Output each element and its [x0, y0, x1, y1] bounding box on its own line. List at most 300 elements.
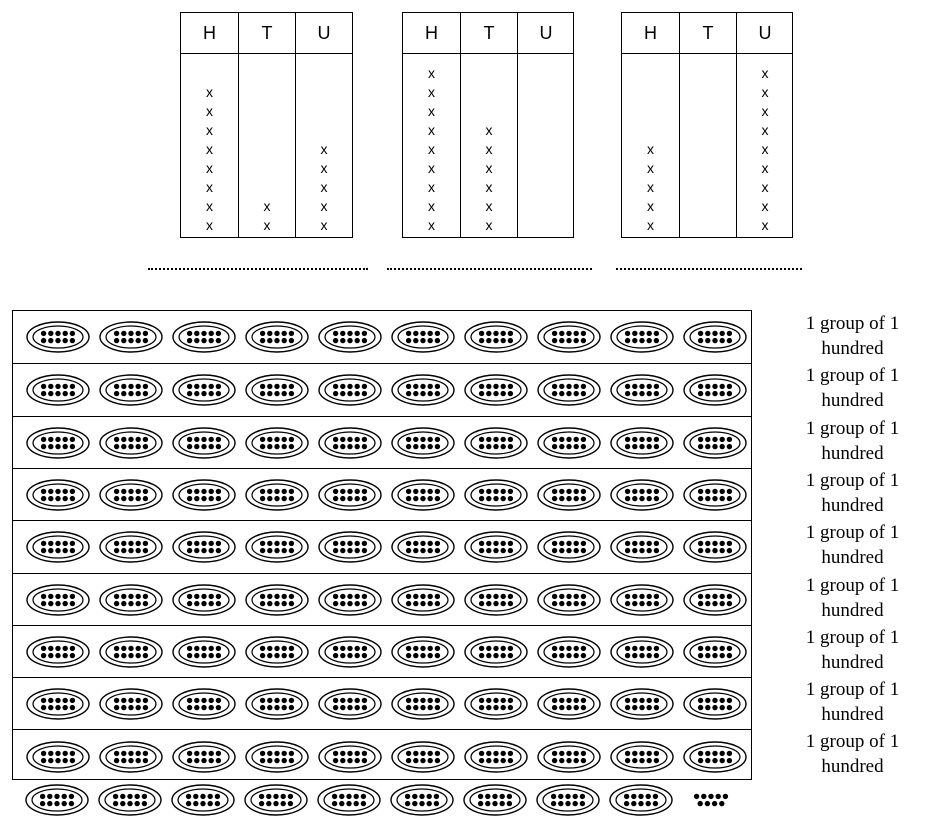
dot: [70, 593, 75, 598]
dot: [435, 601, 440, 606]
group-of-ten-oval: [536, 634, 602, 670]
group-of-ten-oval: [171, 634, 237, 670]
dot: [41, 548, 46, 553]
dot: [479, 698, 484, 703]
dot: [48, 384, 53, 389]
group-of-ten-oval: [463, 582, 529, 618]
group-of-ten-oval: [463, 529, 529, 565]
dot: [486, 705, 491, 710]
dot: [70, 541, 75, 546]
dot: [41, 338, 46, 343]
dot: [260, 548, 265, 553]
dot: [355, 705, 360, 710]
dot: [282, 496, 287, 501]
dot: [282, 653, 287, 658]
dot: [41, 705, 46, 710]
group-of-ten-oval: [171, 582, 237, 618]
dot: [698, 593, 703, 598]
dot: [574, 541, 579, 546]
dot: [128, 653, 133, 658]
dot: [216, 541, 221, 546]
dot: [479, 653, 484, 658]
dot: [333, 593, 338, 598]
dot: [143, 653, 148, 658]
group-of-ten-oval: [535, 782, 601, 818]
dot: [41, 646, 46, 651]
dot: [727, 496, 732, 501]
dot: [552, 646, 557, 651]
dot: [654, 489, 659, 494]
dot: [705, 338, 710, 343]
dot: [55, 705, 60, 710]
dot: [114, 541, 119, 546]
dot: [55, 750, 60, 755]
dot: [288, 801, 293, 806]
dot: [435, 593, 440, 598]
dot: [727, 757, 732, 762]
row-label-line-1: 1 group of 1: [805, 522, 900, 544]
dot: [136, 496, 141, 501]
row-label-line-2: hundred: [821, 651, 884, 673]
dot: [712, 489, 717, 494]
dot: [136, 548, 141, 553]
dot: [55, 391, 60, 396]
dot: [406, 541, 411, 546]
dot: [559, 496, 564, 501]
x-mark: x: [206, 198, 213, 214]
dot: [274, 384, 279, 389]
dot: [565, 801, 570, 806]
dot: [413, 541, 418, 546]
dot: [260, 496, 265, 501]
dot: [565, 794, 570, 799]
dot: [121, 391, 126, 396]
x-mark: x: [206, 141, 213, 157]
dot: [406, 750, 411, 755]
row-label-line-1: 1 group of 1: [805, 679, 900, 701]
dot: [340, 384, 345, 389]
dot: [267, 444, 272, 449]
dot: [720, 653, 725, 658]
dot: [647, 436, 652, 441]
dot: [712, 705, 717, 710]
x-mark: x: [647, 141, 654, 157]
dot: [508, 601, 513, 606]
dot: [705, 757, 710, 762]
dot: [406, 601, 411, 606]
dot: [128, 541, 133, 546]
group-of-ten-oval: [171, 425, 237, 461]
dot: [654, 750, 659, 755]
answer-line-2[interactable]: [387, 264, 592, 270]
dot: [712, 801, 717, 806]
dot: [362, 593, 367, 598]
dot: [413, 436, 418, 441]
dot: [41, 541, 46, 546]
dot: [216, 384, 221, 389]
dot: [573, 801, 578, 806]
dot: [362, 698, 367, 703]
dot: [479, 338, 484, 343]
dot: [727, 750, 732, 755]
dot: [114, 489, 119, 494]
dot: [340, 338, 345, 343]
dot: [486, 757, 491, 762]
dot: [413, 548, 418, 553]
answer-line-3[interactable]: [616, 264, 802, 270]
group-of-ten-oval: [317, 319, 383, 355]
group-of-ten-oval: [463, 739, 529, 775]
dot: [720, 705, 725, 710]
dot: [273, 794, 278, 799]
dot: [501, 384, 506, 389]
dot: [41, 593, 46, 598]
dot: [55, 489, 60, 494]
dot: [127, 801, 132, 806]
dot: [625, 444, 630, 449]
dot: [121, 646, 126, 651]
dot: [347, 331, 352, 336]
dot: [260, 601, 265, 606]
dot: [428, 646, 433, 651]
dot: [639, 489, 644, 494]
dot: [406, 653, 411, 658]
dot: [274, 444, 279, 449]
dot: [333, 757, 338, 762]
row-label-line-1: 1 group of 1: [805, 313, 900, 334]
place-value-table-3: [621, 12, 793, 238]
dot: [143, 391, 148, 396]
dot: [47, 794, 52, 799]
dot: [428, 391, 433, 396]
dot: [362, 653, 367, 658]
dot: [654, 548, 659, 553]
dot: [136, 384, 141, 389]
dot: [209, 698, 214, 703]
dot: [282, 646, 287, 651]
dot: [259, 801, 264, 806]
dot: [493, 653, 498, 658]
dot: [274, 653, 279, 658]
dot: [362, 384, 367, 389]
x-mark: x: [428, 122, 435, 138]
dot: [114, 653, 119, 658]
dot: [187, 646, 192, 651]
dot: [486, 698, 491, 703]
dot: [70, 391, 75, 396]
dot: [201, 496, 206, 501]
dot: [492, 801, 497, 806]
dot: [566, 698, 571, 703]
row-label: [785, 573, 920, 623]
x-mark: x: [761, 84, 769, 100]
dot: [48, 593, 53, 598]
group-of-ten-oval: [609, 372, 675, 408]
dot: [493, 496, 498, 501]
dot: [501, 331, 506, 336]
dot: [216, 750, 221, 755]
dot: [63, 750, 68, 755]
dot: [574, 750, 579, 755]
dot: [362, 646, 367, 651]
row-label: [785, 625, 920, 675]
group-of-ten-oval: [682, 477, 748, 513]
dot: [501, 698, 506, 703]
dot: [566, 541, 571, 546]
dot: [507, 801, 512, 806]
dot: [267, 601, 272, 606]
dot: [267, 548, 272, 553]
dot: [41, 601, 46, 606]
hundreds-header: H: [425, 23, 438, 43]
dot: [55, 384, 60, 389]
dot: [574, 391, 579, 396]
dot: [260, 391, 265, 396]
x-mark: x: [206, 84, 213, 100]
dot: [55, 757, 60, 762]
dot: [267, 705, 272, 710]
dot: [201, 541, 206, 546]
dot: [566, 750, 571, 755]
dot: [63, 436, 68, 441]
row-label-line-2: hundred: [821, 494, 884, 516]
dot: [216, 489, 221, 494]
dot: [501, 601, 506, 606]
x-mark: x: [761, 217, 769, 233]
place-value-table-2: [402, 12, 574, 238]
dot: [136, 653, 141, 658]
dot: [260, 489, 265, 494]
dot: [340, 489, 345, 494]
group-of-ten-oval: [98, 372, 164, 408]
group-of-ten-oval: [171, 686, 237, 722]
group-of-ten-oval: [317, 686, 383, 722]
hundred-row: [13, 677, 751, 730]
dot: [70, 338, 75, 343]
dot: [48, 705, 53, 710]
dot: [406, 444, 411, 449]
dot: [362, 541, 367, 546]
dot: [209, 436, 214, 441]
dot: [632, 548, 637, 553]
dot: [63, 391, 68, 396]
dot: [574, 331, 579, 336]
x-mark: x: [320, 217, 328, 233]
dot: [581, 705, 586, 710]
dot: [128, 331, 133, 336]
dot: [274, 496, 279, 501]
dot: [479, 541, 484, 546]
dot: [193, 794, 198, 799]
x-mark: x: [761, 179, 769, 195]
dot: [559, 593, 564, 598]
dot: [558, 801, 563, 806]
dot: [698, 489, 703, 494]
group-of-ten-oval: [171, 477, 237, 513]
row-label-line-2: hundred: [821, 599, 884, 621]
dot: [559, 705, 564, 710]
dot: [705, 698, 710, 703]
dot: [727, 601, 732, 606]
dot: [332, 794, 337, 799]
dot: [54, 801, 59, 806]
dot: [413, 757, 418, 762]
dot: [566, 436, 571, 441]
dot: [194, 750, 199, 755]
dot: [282, 593, 287, 598]
dot: [566, 593, 571, 598]
dot: [552, 750, 557, 755]
remaining-groups-row: [12, 782, 752, 822]
dot: [70, 436, 75, 441]
dot: [216, 338, 221, 343]
dot: [209, 338, 214, 343]
dot: [143, 436, 148, 441]
group-of-ten-oval: [390, 425, 456, 461]
group-of-ten-oval: [462, 782, 528, 818]
dot: [48, 541, 53, 546]
group-of-ten-oval: [463, 372, 529, 408]
dot: [340, 750, 345, 755]
dot: [705, 548, 710, 553]
dot: [194, 338, 199, 343]
group-of-ten-oval: [244, 319, 310, 355]
dot: [698, 444, 703, 449]
dot: [698, 548, 703, 553]
dot: [63, 496, 68, 501]
dot: [267, 593, 272, 598]
group-of-ten-oval: [390, 319, 456, 355]
dot: [128, 436, 133, 441]
units-header: U: [317, 23, 331, 43]
dot: [501, 436, 506, 441]
dot: [552, 757, 557, 762]
dot: [260, 757, 265, 762]
dot: [333, 541, 338, 546]
dot: [486, 436, 491, 441]
dot: [55, 331, 60, 336]
dot: [712, 548, 717, 553]
dot: [355, 750, 360, 755]
dot: [355, 601, 360, 606]
dot: [346, 801, 351, 806]
dot: [625, 541, 630, 546]
dot: [705, 436, 710, 441]
dot: [209, 391, 214, 396]
dot: [194, 646, 199, 651]
dot: [646, 794, 651, 799]
dot: [632, 496, 637, 501]
x-mark: x: [485, 179, 493, 195]
dot: [201, 436, 206, 441]
dot: [143, 593, 148, 598]
dot: [581, 391, 586, 396]
dot: [194, 444, 199, 449]
dot: [70, 601, 75, 606]
dot: [705, 653, 710, 658]
dot: [698, 541, 703, 546]
dot: [647, 698, 652, 703]
dot: [632, 705, 637, 710]
dot: [420, 436, 425, 441]
dot: [347, 391, 352, 396]
group-of-ten-oval: [389, 782, 455, 818]
answer-line-1[interactable]: [148, 264, 368, 270]
dot: [267, 757, 272, 762]
dot: [406, 496, 411, 501]
dot: [340, 436, 345, 441]
dot: [508, 489, 513, 494]
dot: [435, 489, 440, 494]
row-label: [785, 363, 920, 413]
dot: [70, 757, 75, 762]
dot: [485, 794, 490, 799]
dot: [136, 601, 141, 606]
dot: [420, 757, 425, 762]
x-mark: x: [206, 122, 213, 138]
group-of-ten-oval: [390, 686, 456, 722]
group-of-ten-oval: [98, 529, 164, 565]
dot: [209, 444, 214, 449]
dot: [48, 646, 53, 651]
group-of-ten-oval: [609, 634, 675, 670]
dot: [289, 444, 294, 449]
dot: [420, 653, 425, 658]
dot: [647, 496, 652, 501]
hundred-row: [13, 363, 751, 416]
dot: [333, 331, 338, 336]
dot: [500, 801, 505, 806]
dot: [282, 705, 287, 710]
dot: [625, 646, 630, 651]
hundreds-column: [403, 13, 460, 237]
dot: [406, 489, 411, 494]
dot: [552, 601, 557, 606]
row-label-line-1: 1 group of 1: [805, 574, 900, 596]
dot: [347, 646, 352, 651]
dot: [625, 705, 630, 710]
dot: [720, 331, 725, 336]
x-mark: x: [206, 217, 213, 233]
dot: [127, 794, 132, 799]
dot: [625, 653, 630, 658]
dot: [340, 496, 345, 501]
dot: [333, 646, 338, 651]
dot: [63, 593, 68, 598]
dot: [420, 705, 425, 710]
dot: [143, 444, 148, 449]
dot: [201, 750, 206, 755]
dot: [143, 541, 148, 546]
dot: [428, 653, 433, 658]
dot: [333, 384, 338, 389]
dot: [63, 331, 68, 336]
dot: [508, 338, 513, 343]
hundreds-header: H: [203, 23, 216, 43]
dot: [273, 801, 278, 806]
dot: [493, 548, 498, 553]
dot: [187, 489, 192, 494]
dot: [581, 489, 586, 494]
dot: [632, 757, 637, 762]
dot: [121, 593, 126, 598]
dot: [420, 750, 425, 755]
dot: [282, 338, 287, 343]
dot: [209, 548, 214, 553]
dot: [413, 338, 418, 343]
dot: [114, 331, 119, 336]
dot: [559, 698, 564, 703]
